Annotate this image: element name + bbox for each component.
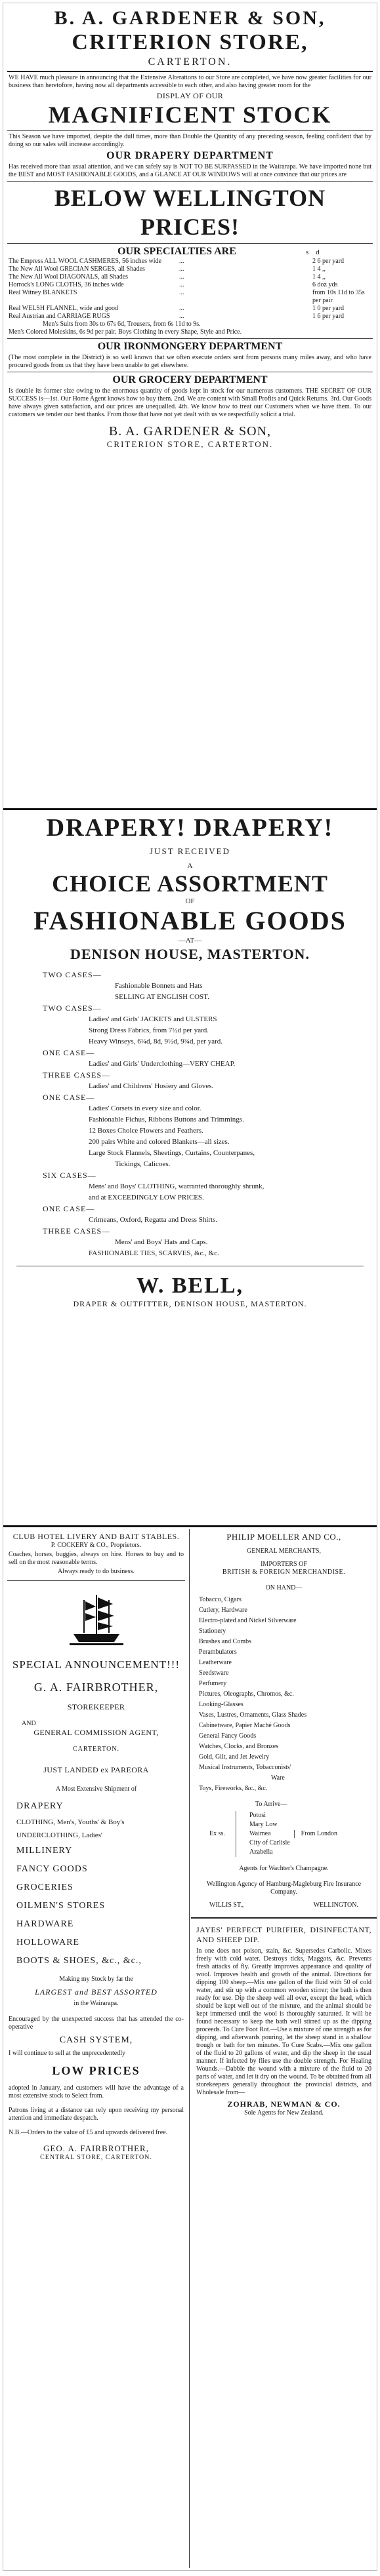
store-name: CRITERION STORE, <box>72 30 308 54</box>
footer-store: CRITERION STORE, CARTERTON. <box>106 439 274 449</box>
low-prices: LOW PRICES <box>52 2064 140 2077</box>
case-heading: TWO CASES— <box>43 1004 102 1013</box>
specialty-dots: ... <box>179 273 184 281</box>
making-stock: Making my Stock by far the <box>59 1976 133 1983</box>
specialty-dots: ... <box>179 289 184 296</box>
case-item: Ladies' and Girls' JACKETS and ULSTERS <box>89 1015 217 1023</box>
left-column <box>3 1529 190 2568</box>
goods-item: UNDERCLOTHING, Ladies' <box>16 1831 102 1839</box>
case-item: Tickings, Calicoes. <box>115 1160 171 1168</box>
case-heading: TWO CASES— <box>43 970 102 979</box>
section-divider <box>3 1525 377 1527</box>
merchandise-item: General Fancy Goods <box>199 1732 257 1740</box>
just-landed: JUST LANDED ex PAREORA <box>43 1765 149 1774</box>
merchandise-item: Cutlery, Hardware <box>199 1607 247 1614</box>
merchandise-item: Leatherware <box>199 1659 232 1666</box>
divider <box>7 1580 185 1581</box>
choice-heading: CHOICE ASSORTMENT <box>52 870 328 897</box>
right-column <box>191 1529 377 2568</box>
article-a: A <box>187 862 193 870</box>
ship-icon <box>9 1591 184 1653</box>
specialty-row <box>3 273 377 281</box>
intro-text: WE HAVE much pleasure in announcing that the Extensive Alterations to our Store are completed, we have now greater facilities for our business than heretofore, having now all departments accessible to each other, and also having greater room for the <box>9 74 371 89</box>
drapery-text: Has received more than usual attention, and we can safely say is NOT TO BE SURPASSED in the Wairarapa. We have imported none but the BEST and MOST FASHIONABLE GOODS, and a GLANCE AT OUR WINDOWS will at once convince that our prices are <box>9 163 371 178</box>
club-hotel-proprietor: P. COCKERY & CO., Proprietors. <box>51 1542 142 1549</box>
grocery-text: Is double its former size owing to the enormous quantity of goods kept in stock for our numerous customers. THE SECRET OF OUR SUCCESS is—1st. Our Home Agent knows how to buy them. 2nd. We are content with Small Profits and Quick Returns. 3rd. Our Goods have always given satisfaction, and our prices are unequalled. 4th. We know how to treat our Customers when we have them. To our customers we tender our best thanks. From those that have not yet dealt with us we respectfully solicit a trial. <box>9 387 371 418</box>
specialty-item: The New All Wool GRECIAN SERGES, all Shades <box>9 265 145 273</box>
just-received: JUST RECEIVED <box>150 846 230 856</box>
divider <box>191 1917 377 1919</box>
specialty-dots: ... <box>179 305 184 312</box>
moeller-british: BRITISH & FOREIGN MERCHANDISE. <box>222 1569 346 1576</box>
specialty-dots: ... <box>179 258 184 265</box>
mens-suits: Men's Suits from 30s to 67s 6d, Trousers, from 6s 11d to 9s. <box>43 321 201 328</box>
club-hotel-advert <box>3 1529 189 1578</box>
goods-item: BOOTS & SHOES, &c., &c., <box>16 1956 142 1966</box>
ship-name: Azabella <box>249 1848 273 1856</box>
moeller-on-hand: ON HAND— <box>265 1584 303 1591</box>
goods-item: HOLLOWARE <box>16 1938 80 1947</box>
specialty-dots: ... <box>179 313 184 320</box>
moeller-merchants: GENERAL MERCHANTS, <box>247 1548 321 1555</box>
merchandise-item: Seedstware <box>199 1669 229 1677</box>
in-wairarapa: in the Wairarapa. <box>74 2000 119 2007</box>
case-item: SELLING AT ENGLISH COST. <box>115 993 209 1001</box>
storekeeper-label: STOREKEEPER <box>67 1702 125 1711</box>
agents-champagne: Agents for Wachter's Champagne. <box>239 1865 329 1872</box>
goods-item: GROCERIES <box>16 1883 74 1892</box>
ironmongery-text: (The most complete in the District) is so well known that we often execute orders sent from persons many miles away, and who have procured goods from us that they have been unable to get elsewhere. <box>9 354 371 369</box>
case-heading: THREE CASES— <box>43 1226 111 1236</box>
specialties-heading: OUR SPECIALTIES ARE <box>117 246 236 257</box>
specialty-price: 1 4 ,, <box>312 265 326 273</box>
moleskins: Men's Colored Moleskins, 6s 9d per pair. Boys Clothing in every Shape, Style and Price. <box>9 328 242 336</box>
merchandise-item: Pictures, Oleographs, Chromos, &c. <box>199 1690 294 1698</box>
special-announcement: SPECIAL ANNOUNCEMENT!!! <box>12 1658 180 1671</box>
club-hotel-text: Coaches, horses, buggies, always on hire. Horses to buy and to sell on the most reasonable terms. <box>9 1551 184 1566</box>
case-item: Large Stock Flannels, Sheetings, Curtains, Counterpanes, <box>89 1149 255 1157</box>
specialty-price: 1 6 per yard <box>312 313 345 320</box>
specialty-item: The New All Wool DIAGONALS, all Shades <box>9 273 129 281</box>
merchandise-item: Tobacco, Cigars <box>199 1596 242 1603</box>
moeller-address <box>196 1902 371 1909</box>
ships-prefix: Ex ss. <box>209 1830 225 1837</box>
commission-label: GENERAL COMMISSION AGENT, <box>33 1728 159 1737</box>
footer-name: B. A. GARDENER & SON, <box>108 424 272 439</box>
case-item: Ladies' and Childrens' Hosiery and Gloves. <box>89 1082 214 1090</box>
from-london: From London <box>294 1830 337 1838</box>
section-divider <box>3 808 377 810</box>
case-item: and at EXCEEDINGLY LOW PRICES. <box>89 1194 204 1201</box>
merchandise-item: Perambulators <box>199 1649 237 1656</box>
goods-item: OILMEN'S STORES <box>16 1901 106 1911</box>
specialty-price: 1 0 per yard <box>312 305 345 312</box>
merchandise-item: Watches, Clocks, and Bronzes <box>199 1743 279 1750</box>
merchandise-item: Brushes and Combs <box>199 1638 251 1645</box>
wellington: WELLINGTON. <box>313 1902 358 1909</box>
specialty-item: Real Austrian and CARRIAGE RUGS <box>9 313 110 320</box>
and-label: AND <box>22 1720 36 1727</box>
case-item: 200 pairs White and colored Blankets—all sizes. <box>89 1138 230 1146</box>
adopted-text: adopted in January, and customers will have the advantage of a most extensive stock to Select from. <box>9 2084 184 2099</box>
fairbrother-store: CENTRAL STORE, CARTERTON. <box>40 2154 152 2161</box>
case-item: Fashionable Bonnets and Hats <box>115 982 203 990</box>
denison-stock-list <box>3 969 377 1259</box>
merchandise-item: Stationery <box>199 1628 226 1635</box>
specialty-price: 2 6 per yard <box>312 258 345 265</box>
ships-list <box>236 1811 290 1857</box>
magnificent-heading: MAGNIFICENT STOCK <box>48 102 332 128</box>
fairbrother-town: CARTERTON. <box>72 1746 120 1753</box>
case-item: Ladies' and Girls' Underclothing—VERY CHEAP. <box>89 1060 236 1068</box>
case-item: Strong Dress Fabrics, from 7½d per yard. <box>89 1026 209 1034</box>
patrons-text: Patrons living at a distance can rely upon receiving my personal attention and immediate despatch. <box>9 2107 184 2122</box>
moeller-importers: IMPORTERS OF <box>261 1561 307 1568</box>
goods-item: CLOTHING, Men's, Youths' & Boy's <box>16 1818 125 1826</box>
continue-text: I will continue to sell at the unprecedentedly <box>9 2050 125 2057</box>
moeller-ships-block <box>196 1811 371 1857</box>
divider <box>7 338 373 339</box>
largest-best: LARGEST and BEST ASSORTED <box>35 1987 158 1997</box>
specialty-row <box>3 258 377 265</box>
encouraged-text: Encouraged by the unexpected success that has attended the co-operative <box>9 2016 184 2031</box>
merchandise-item: Toys, Fireworks, &c., &c. <box>199 1785 268 1792</box>
case-item: Fashionable Fichus, Ribbons Buttons and Trimmings. <box>89 1116 244 1123</box>
note-text: N.B.—Orders to the value of £5 and upwards delivered free. <box>9 2129 168 2136</box>
jayes-text: In one does not poison, stain, &c. Supersedes Carbolic. Mixes freely with cold water. Destroys ticks, Maggots, &c. Prevents fresh attacks of fly. Greatly improves appearance and quality of wool. Improves health and growth of the animal. Directions for dipping 100 sheep.—Mix one gallon of the fluid with 50 of cold water, and stir up with a common wooden stirrer; the bath is then ready for use. Dip the sheep well all over, except the head, which should be kept well out of the mixture, and the animal should be kept immersed until the wool is thoroughly saturated. It will be found necessary to keep the bath well stirred up as the dipping proceeds. To Cure Foot Rot.—Use a mixture of one strength as for dipping, and afterwards pouring, let the sheep stand in a shallow trough or bath for ten minutes. To Cure Scabs.—Mix one gallon of the fluid to 20 gallons of water, and dip the sheep in the usual manner. If infected by flies use the double strength. For Healing Wounds.—Dabble the wound with a mixture of the fluid to 20 parts of water, and let it dry on the wound. To be obtained from all storekeepers generally throughout the provincial districts, and Wholesale from— <box>196 1947 371 2096</box>
goods-item: FANCY GOODS <box>16 1864 88 1874</box>
divider <box>7 181 373 182</box>
merchandise-item: Gold, Gilt, and Jet Jewelry <box>199 1753 270 1761</box>
specialty-item: Real WELSH FLANNEL, wide and good <box>9 305 119 312</box>
below-prices-heading: BELOW WELLINGTON PRICES! <box>54 185 326 240</box>
fairbrother-signature: GEO. A. FAIRBROTHER, <box>43 2143 149 2153</box>
merchandise-item: Musical Instruments, Tobacconists' <box>199 1764 291 1771</box>
specialty-row <box>3 289 377 305</box>
specialty-row <box>3 313 377 321</box>
case-item: FASHIONABLE TIES, SCARVES, &c., &c. <box>89 1249 219 1257</box>
specialties-list <box>3 258 377 321</box>
case-item: Crimeans, Oxford, Regatta and Dress Shirts. <box>89 1216 218 1224</box>
specialties-header <box>3 246 377 258</box>
specialty-price: 1 4 ,, <box>312 273 326 281</box>
advertiser-name: B. A. GARDENER & SON, <box>54 7 326 29</box>
bell-name: W. BELL, <box>136 1274 244 1298</box>
case-heading: SIX CASES— <box>43 1171 96 1180</box>
jayes-title: JAYES' PERFECT PURIFIER, DISINFECTANT, AND SHEEP DIP. <box>196 1925 371 1944</box>
willis-street: WILLIS ST., <box>209 1902 244 1909</box>
price-columns: s d <box>306 248 320 256</box>
goods-item: DRAPERY <box>16 1801 64 1811</box>
specialty-row <box>3 265 377 273</box>
club-hotel-title: CLUB HOTEL LIVERY AND BAIT STABLES. <box>12 1532 180 1541</box>
of-label: OF <box>185 897 195 905</box>
specialty-item: Real Witney BLANKETS <box>9 289 77 296</box>
specialty-item: Horrock's LONG CLOTHS, 36 inches wide <box>9 281 124 288</box>
case-item: Mens' and Boys' CLOTHING, warranted thoroughly shrunk, <box>89 1182 264 1190</box>
jayes-sub: Sole Agents for New Zealand. <box>244 2109 324 2117</box>
bell-subtitle: DRAPER & OUTFITTER, DENISON HOUSE, MASTERTON. <box>73 1299 307 1308</box>
fairbrother-advert <box>3 1583 189 2163</box>
specialty-dots: ... <box>179 265 184 273</box>
case-item: Ladies' Corsets in every size and color. <box>89 1104 201 1112</box>
jayes-advert <box>191 1924 377 2118</box>
specialty-item: The Empress ALL WOOL CASHMERES, 56 inches wide <box>9 258 161 265</box>
divider <box>7 130 373 131</box>
ship-name: Waimea <box>249 1830 271 1837</box>
display-label: DISPLAY OF OUR <box>156 91 224 100</box>
moeller-to-arrive: To Arrive— <box>255 1801 287 1808</box>
goods-list <box>9 1797 184 1970</box>
advert-header <box>3 7 377 69</box>
moeller-name: PHILIP MOELLER AND CO., <box>226 1532 341 1542</box>
goods-item: MILLINERY <box>16 1846 73 1856</box>
denison-advert <box>3 813 377 1521</box>
ship-name: Mary Low <box>249 1821 278 1828</box>
club-hotel-ready: Always ready to do business. <box>58 1568 135 1575</box>
merchandise-item: Looking-Glasses <box>199 1701 243 1708</box>
divider <box>7 243 373 244</box>
denison-house: DENISON HOUSE, MASTERTON. <box>70 946 310 962</box>
drapery-heading: OUR DRAPERY DEPARTMENT <box>106 150 274 161</box>
fairbrother-name: G. A. FAIRBROTHER, <box>33 1681 159 1694</box>
newspaper-page <box>3 3 377 2571</box>
specialty-price: from 10s 11d to 35s per pair <box>312 289 365 304</box>
specialty-dots: ... <box>179 281 184 288</box>
merchandise-item: Vases, Lustres, Ornaments, Glass Shades <box>199 1711 307 1719</box>
case-heading: THREE CASES— <box>43 1070 111 1080</box>
case-item: Heavy Winseys, 6¼d, 8d, 9½d, 9¾d, per yard. <box>89 1038 223 1045</box>
town-name: CARTERTON. <box>148 56 232 68</box>
case-heading: ONE CASE— <box>43 1204 95 1213</box>
merchandise-item: Perfumery <box>199 1680 227 1687</box>
cash-system: CASH SYSTEM, <box>59 2035 133 2045</box>
case-item: 12 Boxes Choice Flowers and Feathers. <box>89 1127 203 1135</box>
gardener-advert <box>3 3 377 807</box>
merchandise-item: Ware <box>271 1774 285 1782</box>
grocery-heading: OUR GROCERY DEPARTMENT <box>112 374 268 385</box>
case-item: Mens' and Boys' Hats and Caps. <box>115 1238 208 1246</box>
specialty-row <box>3 281 377 289</box>
specialty-price: 6 doz yds <box>312 281 338 288</box>
merchandise-item: Cabinetware, Papier Maché Goods <box>199 1722 291 1729</box>
goods-item: HARDWARE <box>16 1919 74 1929</box>
ironmongery-heading: OUR IRONMONGERY DEPARTMENT <box>97 341 283 352</box>
moeller-advert <box>191 1529 377 1912</box>
moeller-items <box>196 1595 371 1794</box>
drapery-title: DRAPERY! DRAPERY! <box>46 814 334 842</box>
ship-name: City of Carlisle <box>249 1839 290 1846</box>
at-label: —AT— <box>178 937 202 945</box>
agency-text: Wellington Agency of Hamburg-Magleburg Fire Insurance Company. <box>206 1881 362 1896</box>
specialty-row <box>3 305 377 313</box>
season-text: This Season we have imported, despite the dull times, more than Double the Quantity of any preceding season, feeling confident that by doing so our sales will increase accordingly. <box>9 133 371 148</box>
ship-name: Potosi <box>249 1812 266 1819</box>
most-extensive: A Most Extensive Shipment of <box>55 1786 137 1793</box>
merchandise-item: Electro-plated and Nickel Silverware <box>199 1617 297 1624</box>
case-heading: ONE CASE— <box>43 1093 95 1102</box>
jayes-signature: ZOHRAB, NEWMAN & CO. <box>227 2099 341 2109</box>
divider <box>7 71 373 72</box>
case-heading: ONE CASE— <box>43 1048 95 1057</box>
fashionable-heading: FASHIONABLE GOODS <box>33 906 347 935</box>
